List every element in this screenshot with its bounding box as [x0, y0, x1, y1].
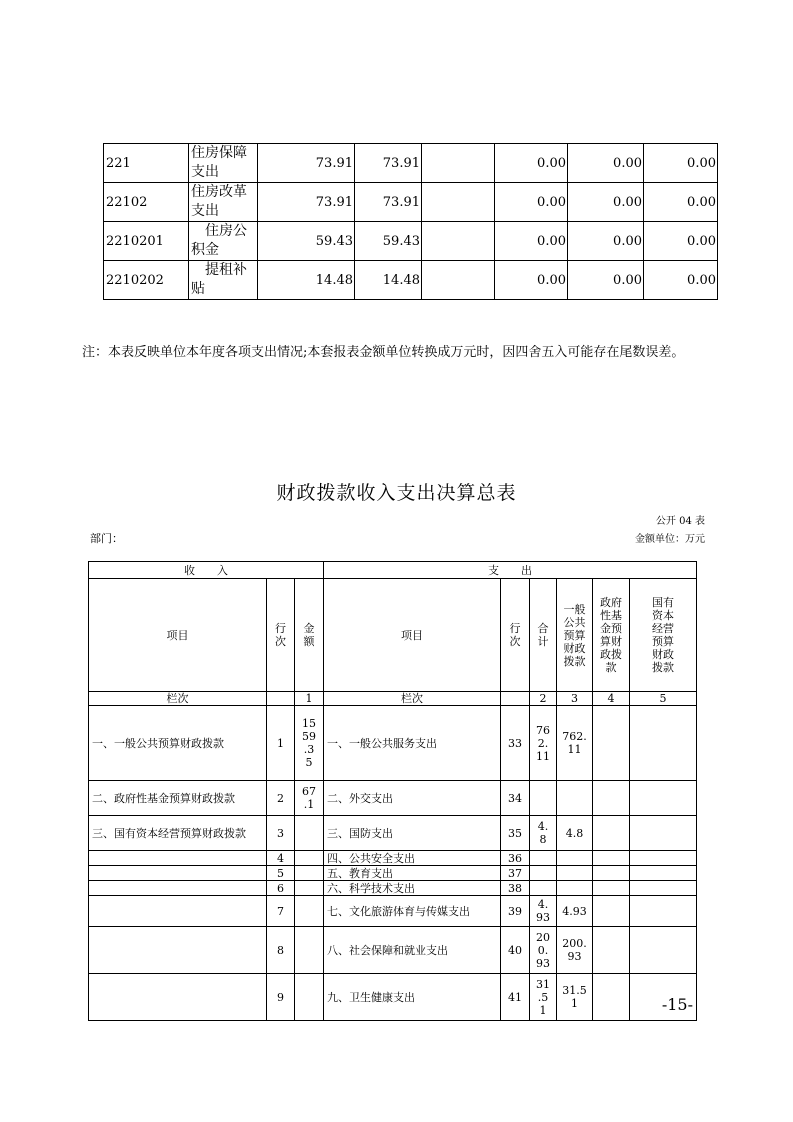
- expense-row-no: 39: [501, 896, 530, 927]
- income-row-no: 2: [267, 781, 295, 816]
- state-capital-value: [630, 881, 697, 896]
- income-item: [89, 927, 267, 974]
- table-row: [104, 222, 718, 261]
- income-row-no: 5: [267, 866, 295, 881]
- row-value-6: 0.00: [644, 222, 718, 261]
- page-title: 财政拨款收入支出决算总表: [276, 482, 517, 504]
- table-row: [104, 144, 718, 183]
- state-capital-value: [630, 781, 697, 816]
- general-budget-value: 200. 93: [557, 927, 593, 974]
- row-value-2: 14.48: [355, 261, 422, 300]
- row-name: 提租补 贴: [189, 261, 258, 300]
- expense-total: 4. 8: [530, 816, 557, 851]
- gov-fund-header: 政府 性基 金预 算财 政拨 款: [593, 579, 630, 692]
- state-capital-value: [630, 866, 697, 881]
- state-capital-value: [630, 896, 697, 927]
- expense-row-no: 34: [501, 781, 530, 816]
- col-index-label: 栏次: [89, 692, 267, 706]
- income-row-no-header: 行 次: [267, 579, 295, 692]
- column-header-row: [89, 579, 697, 692]
- row-value-4: 0.00: [495, 222, 568, 261]
- expense-total: 20 0. 93: [530, 927, 557, 974]
- expense-row-no: 36: [501, 851, 530, 866]
- income-item: 一、一般公共预算财政拨款: [89, 706, 267, 781]
- row-value-1: 73.91: [258, 183, 355, 222]
- table-row: [104, 183, 718, 222]
- expense-item: 九、卫生健康支出: [324, 974, 501, 1021]
- expense-row-no: 41: [501, 974, 530, 1021]
- table-row: [89, 706, 697, 781]
- gov-fund-value: [593, 974, 630, 1021]
- income-amount-header: 金 额: [295, 579, 324, 692]
- income-item: [89, 974, 267, 1021]
- gov-fund-value: [593, 881, 630, 896]
- general-budget-value: [557, 851, 593, 866]
- table-row: [89, 896, 697, 927]
- expense-item: 七、文化旅游体育与传媒支出: [324, 896, 501, 927]
- expense-total-header: 合 计: [530, 579, 557, 692]
- income-amount: [295, 896, 324, 927]
- row-value-2: 73.91: [355, 183, 422, 222]
- row-value-5: 0.00: [568, 183, 644, 222]
- general-budget-value: [557, 866, 593, 881]
- income-item: [89, 851, 267, 866]
- expense-total: [530, 881, 557, 896]
- income-amount: 15 59 .3 5: [295, 706, 324, 781]
- state-capital-value: [630, 851, 697, 866]
- state-capital-header: 国有 资本 经营 预算 财政 拨款: [630, 579, 697, 692]
- table-note: 注：本表反映单位本年度各项支出情况;本套报表金额单位转换成万元时，因四舍五入可能存在尾数误差。: [82, 345, 685, 360]
- row-value-3: [422, 183, 495, 222]
- row-value-5: 0.00: [568, 222, 644, 261]
- gov-fund-value: [593, 927, 630, 974]
- income-amount: [295, 851, 324, 866]
- row-code: 2210202: [104, 261, 189, 300]
- income-amount: 67 .1: [295, 781, 324, 816]
- gov-fund-value: [593, 816, 630, 851]
- col-index-3: 3: [557, 692, 593, 706]
- expense-item: 四、公共安全支出: [324, 851, 501, 866]
- gov-fund-value: [593, 866, 630, 881]
- row-value-2: 59.43: [355, 222, 422, 261]
- income-amount: [295, 881, 324, 896]
- gov-fund-value: [593, 706, 630, 781]
- income-row-no: 9: [267, 974, 295, 1021]
- expense-total: 4. 93: [530, 896, 557, 927]
- income-row-no: 1: [267, 706, 295, 781]
- expense-item: 六、科学技术支出: [324, 881, 501, 896]
- general-budget-header: 一般 公共 预算 财政 拨款: [557, 579, 593, 692]
- expense-item: 一、一般公共服务支出: [324, 706, 501, 781]
- state-capital-value: [630, 706, 697, 781]
- table-row: [89, 974, 697, 1021]
- row-value-4: 0.00: [495, 183, 568, 222]
- table-row: [89, 927, 697, 974]
- page-number: -15-: [661, 995, 693, 1014]
- income-item-header: 项目: [89, 579, 267, 692]
- table-row: [89, 816, 697, 851]
- fiscal-summary-table: [88, 561, 697, 1021]
- expense-total: [530, 781, 557, 816]
- income-amount: [295, 866, 324, 881]
- general-budget-value: 4.93: [557, 896, 593, 927]
- row-value-3: [422, 222, 495, 261]
- expense-item: 二、外交支出: [324, 781, 501, 816]
- expense-row-no: 35: [501, 816, 530, 851]
- row-code: 2210201: [104, 222, 189, 261]
- row-value-1: 14.48: [258, 261, 355, 300]
- general-budget-value: [557, 881, 593, 896]
- row-value-2: 73.91: [355, 144, 422, 183]
- expense-item: 八、社会保障和就业支出: [324, 927, 501, 974]
- row-value-3: [422, 144, 495, 183]
- row-value-1: 59.43: [258, 222, 355, 261]
- department-label: 部门：: [90, 532, 123, 545]
- expense-group-header: 支 出: [324, 562, 697, 579]
- expense-row-no: 40: [501, 927, 530, 974]
- column-index-row: [89, 692, 697, 706]
- income-row-no: 8: [267, 927, 295, 974]
- income-amount: [295, 927, 324, 974]
- income-amount: [295, 816, 324, 851]
- table-row: [89, 851, 697, 866]
- row-value-6: 0.00: [644, 261, 718, 300]
- income-amount: [295, 974, 324, 1021]
- row-name: 住房保障 支出: [189, 144, 258, 183]
- income-row-no: 4: [267, 851, 295, 866]
- expense-row-no: 38: [501, 881, 530, 896]
- row-code: 221: [104, 144, 189, 183]
- row-value-4: 0.00: [495, 144, 568, 183]
- expense-total: 31 .5 1: [530, 974, 557, 1021]
- general-budget-value: 4.8: [557, 816, 593, 851]
- income-item: [89, 881, 267, 896]
- income-group-header: 收 入: [89, 562, 324, 579]
- table-row: [104, 261, 718, 300]
- table-row: [89, 866, 697, 881]
- row-value-6: 0.00: [644, 144, 718, 183]
- row-value-3: [422, 261, 495, 300]
- gov-fund-value: [593, 896, 630, 927]
- top-expense-table: [103, 143, 718, 300]
- income-item: 二、政府性基金预算财政拨款: [89, 781, 267, 816]
- general-budget-value: 31.5 1: [557, 974, 593, 1021]
- row-name: 住房改革 支出: [189, 183, 258, 222]
- row-value-1: 73.91: [258, 144, 355, 183]
- gov-fund-value: [593, 781, 630, 816]
- expense-item: 五、教育支出: [324, 866, 501, 881]
- income-item: [89, 866, 267, 881]
- expense-total: [530, 851, 557, 866]
- income-row-no: 3: [267, 816, 295, 851]
- expense-total: [530, 866, 557, 881]
- expense-row-no: 33: [501, 706, 530, 781]
- income-item: 三、国有资本经营预算财政拨款: [89, 816, 267, 851]
- general-budget-value: 762. 11: [557, 706, 593, 781]
- col-index-2: 2: [530, 692, 557, 706]
- table-row: [89, 881, 697, 896]
- row-name: 住房公 积金: [189, 222, 258, 261]
- expense-row-no-header: 行 次: [501, 579, 530, 692]
- state-capital-value: [630, 927, 697, 974]
- general-budget-value: [557, 781, 593, 816]
- amount-unit-label: 金额单位：万元: [635, 534, 705, 545]
- col-index-5: 5: [630, 692, 697, 706]
- row-value-5: 0.00: [568, 261, 644, 300]
- row-value-4: 0.00: [495, 261, 568, 300]
- col-index-1: 1: [295, 692, 324, 706]
- expense-item-header: 项目: [324, 579, 501, 692]
- state-capital-value: [630, 816, 697, 851]
- income-row-no: 7: [267, 896, 295, 927]
- income-item: [89, 896, 267, 927]
- col-index-4: 4: [593, 692, 630, 706]
- col-index-exp-label: 栏次: [324, 692, 501, 706]
- gov-fund-value: [593, 851, 630, 866]
- form-number: 公开 04 表: [655, 516, 705, 527]
- group-header-row: [89, 562, 697, 579]
- expense-row-no: 37: [501, 866, 530, 881]
- expense-item: 三、国防支出: [324, 816, 501, 851]
- income-row-no: 6: [267, 881, 295, 896]
- table-row: [89, 781, 697, 816]
- expense-total: 76 2. 11: [530, 706, 557, 781]
- row-value-5: 0.00: [568, 144, 644, 183]
- row-value-6: 0.00: [644, 183, 718, 222]
- row-code: 22102: [104, 183, 189, 222]
